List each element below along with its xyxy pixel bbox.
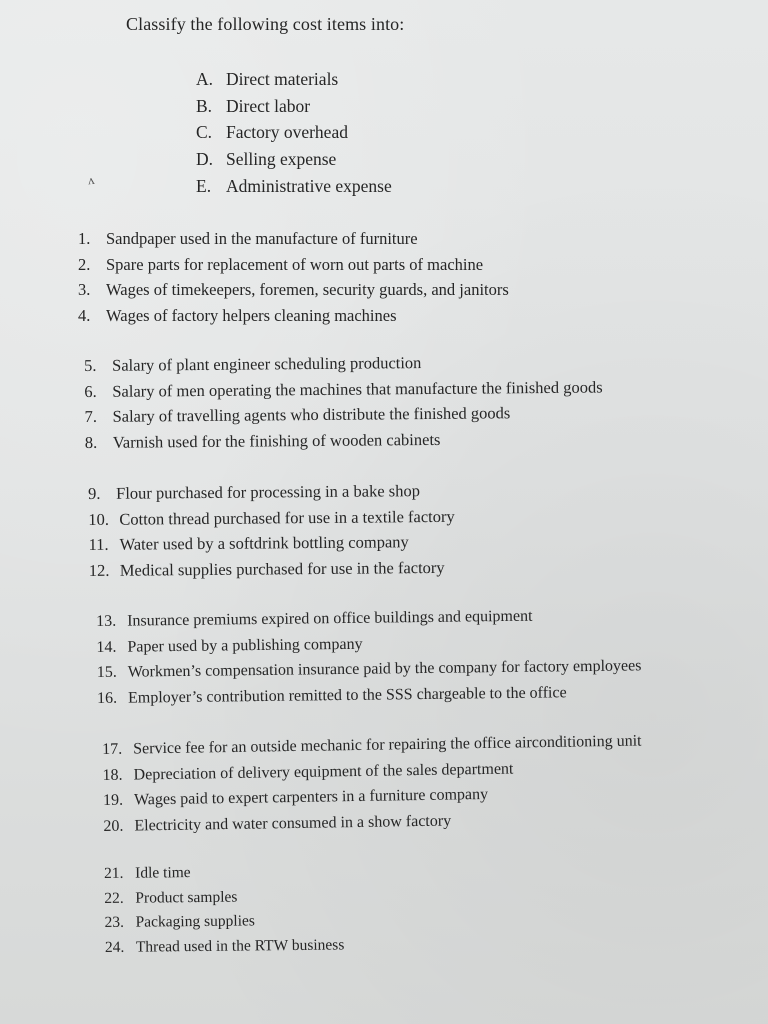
- item-number: 9.: [88, 483, 101, 503]
- list-item: [78, 303, 509, 329]
- list-item: [104, 884, 344, 911]
- item-number: 22.: [104, 889, 124, 907]
- item-text: Packaging supplies: [135, 912, 255, 931]
- item-text: Thread used in the RTW business: [135, 935, 345, 956]
- item-number: 7.: [84, 406, 98, 426]
- item-text: Varnish used for the finishing of wooden cabinets: [112, 429, 441, 452]
- margin-handwritten-mark: ʌ: [87, 171, 96, 188]
- item-text: Cotton thread purchased for use in a textile factory: [119, 506, 455, 529]
- category-label: Factory overhead: [226, 122, 348, 143]
- item-number: 14.: [96, 638, 117, 656]
- list-item: [89, 554, 456, 583]
- item-number: 6.: [84, 381, 97, 401]
- item-group-3: [88, 478, 455, 583]
- item-group-5: [102, 729, 643, 839]
- item-group-1: [78, 226, 509, 328]
- item-number: 23.: [104, 913, 125, 931]
- item-group-2: [84, 348, 603, 455]
- item-number: 15.: [96, 663, 117, 681]
- category-letter: B.: [196, 95, 213, 116]
- category-letter: D.: [196, 149, 214, 170]
- list-item: [85, 425, 603, 455]
- item-number: 8.: [84, 432, 98, 452]
- list-item: [104, 859, 344, 886]
- item-number: 18.: [102, 766, 123, 784]
- category-label: Administrative expense: [226, 175, 392, 196]
- item-text: Service fee for an outside mechanic for repairing the office airconditioning unit: [133, 732, 642, 758]
- item-group-6: [104, 859, 344, 960]
- item-text: Electricity and water consumed in a show factory: [134, 812, 452, 835]
- item-number: 5.: [84, 355, 97, 375]
- list-item: [78, 277, 509, 303]
- list-item: [105, 908, 345, 935]
- item-number: 12.: [88, 560, 110, 580]
- item-text: Medical supplies purchased for use in the factory: [119, 557, 445, 580]
- item-text: Salary of men operating the machines that manufacture the finished goods: [112, 376, 603, 401]
- item-text: Product samples: [135, 888, 238, 907]
- list-item: [105, 933, 345, 960]
- item-number: 10.: [88, 509, 110, 529]
- category-item: [196, 146, 392, 173]
- item-number: 20.: [103, 817, 124, 835]
- list-item: [88, 529, 455, 558]
- item-number: 4.: [78, 305, 91, 325]
- item-text: Depreciation of delivery equipment of the sales department: [133, 760, 514, 784]
- item-number: 24.: [104, 938, 125, 956]
- item-text: Workmen’s compensation insurance paid by the company for factory employees: [127, 657, 642, 681]
- item-text: Sandpaper used in the manufacture of furniture: [106, 229, 418, 248]
- item-text: Wages of timekeepers, foremen, security guards, and janitors: [106, 280, 509, 299]
- item-number: 21.: [104, 864, 124, 882]
- item-number: 17.: [102, 740, 123, 758]
- item-text: Paper used by a publishing company: [127, 635, 363, 656]
- item-text: Employer’s contribution remitted to the SSS chargeable to the office: [127, 683, 567, 707]
- category-letter: A.: [196, 69, 214, 89]
- category-label: Direct labor: [226, 95, 311, 116]
- item-text: Spare parts for replacement of worn out parts of machine: [106, 254, 484, 274]
- category-label: Selling expense: [226, 149, 337, 170]
- page-heading: Classify the following cost items into:: [126, 14, 405, 34]
- category-item: [196, 173, 392, 200]
- item-number: 11.: [88, 534, 109, 554]
- category-label: Direct materials: [226, 69, 339, 89]
- item-number: 1.: [78, 229, 91, 248]
- item-text: Insurance premiums expired on office buildings and equipment: [127, 607, 533, 630]
- item-text: Water used by a softdrink bottling company: [119, 532, 409, 554]
- item-number: 2.: [78, 254, 91, 274]
- item-number: 19.: [102, 791, 124, 809]
- list-item: [78, 226, 509, 252]
- category-letter: E.: [196, 175, 212, 196]
- item-text: Wages of factory helpers cleaning machines: [106, 305, 397, 325]
- category-item: [196, 93, 392, 120]
- item-text: Flour purchased for processing in a bake shop: [116, 481, 420, 503]
- list-item: [84, 374, 602, 404]
- item-number: 16.: [96, 689, 118, 707]
- category-list: [196, 66, 392, 200]
- item-text: Idle time: [135, 864, 191, 882]
- item-text: Wages paid to expert carpenters in a furniture company: [133, 785, 489, 809]
- item-text: Salary of travelling agents who distribute the finished goods: [112, 403, 511, 426]
- item-group-4: [96, 602, 642, 711]
- category-item: [196, 119, 392, 146]
- list-item: [88, 478, 455, 507]
- item-text: Salary of plant engineer scheduling production: [112, 353, 422, 375]
- item-number: 3.: [78, 280, 91, 299]
- category-item: [196, 66, 392, 93]
- list-item: [78, 252, 509, 278]
- category-letter: C.: [196, 122, 213, 143]
- item-number: 13.: [96, 612, 117, 630]
- list-item: [88, 503, 455, 532]
